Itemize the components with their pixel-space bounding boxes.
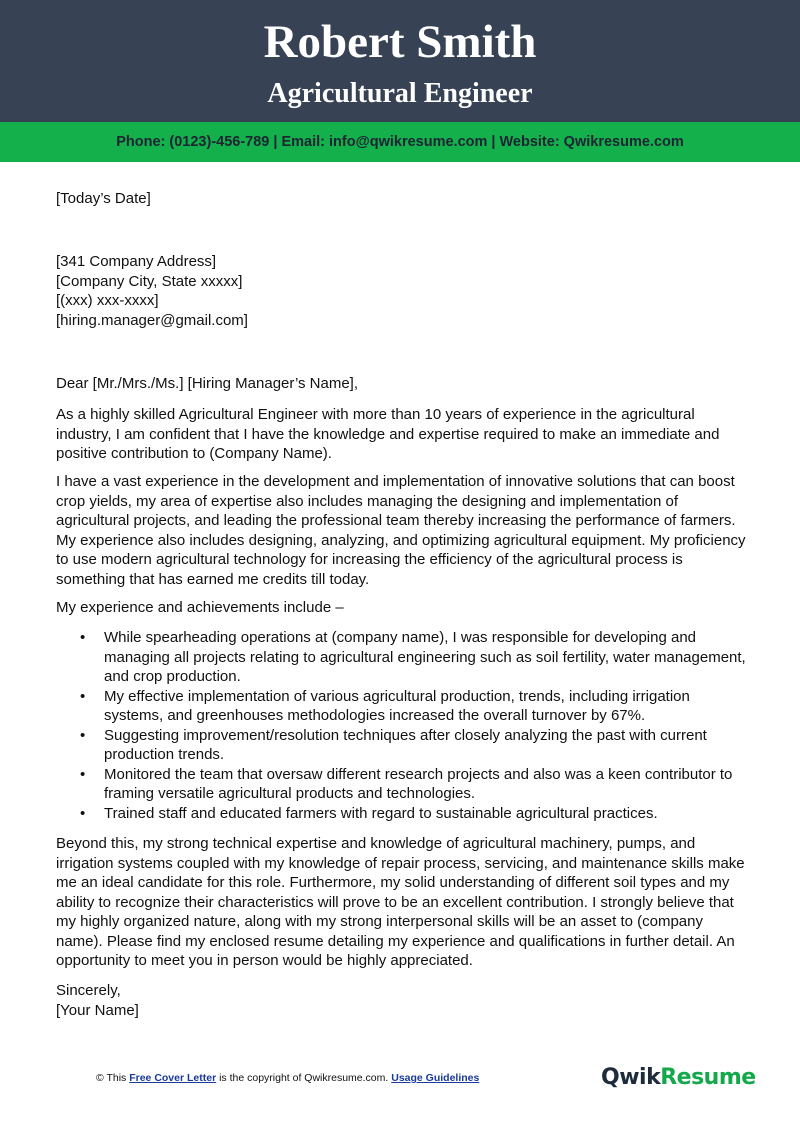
list-item: • Monitored the team that oversaw different research projects and also was a keen contributor to framing versatile agricultural products and technologies.	[56, 765, 746, 804]
achievements-list	[56, 628, 746, 823]
closing-word: Sincerely,	[56, 982, 121, 999]
address-line: [(xxx) xxx-xxxx]	[56, 292, 159, 309]
list-item: • Suggesting improvement/resolution techniques after closely analyzing the past with current production trends.	[56, 726, 746, 765]
job-title: Agricultural Engineer	[267, 78, 533, 109]
salutation: Dear [Mr./Mrs./Ms.] [Hiring Manager’s Name],	[56, 375, 359, 392]
footer-middle: is the copyright of Qwikresume.com.	[216, 1072, 392, 1084]
address-line: [Company City, State xxxxx]	[56, 272, 243, 290]
list-item: • Trained staff and educated farmers with regard to sustainable agricultural practices.	[56, 804, 746, 824]
logo-part-resume: Resume	[660, 1065, 756, 1090]
footer-prefix: © This	[96, 1072, 130, 1084]
letter-date: [Today’s Date]	[56, 190, 151, 207]
address-line: [hiring.manager@gmail.com]	[56, 311, 248, 329]
free-cover-letter-link[interactable]: Free Cover Letter	[129, 1072, 217, 1084]
paragraph-experience: I have a vast experience in the development and implementation of innovative solutions that can boost crop yields, my area of expertise also includes managing the designing and implementation of agricultural projects, and leading the professional team thereby increasing the performance of farmers. My experience also includes designing, analyzing, and optimizing agricultural equipment. My proficiency to use modern agricultural technology for increasing the efficiency of the agricultural process is something that has earned me credits till today.	[56, 473, 746, 588]
paragraph-intro: As a highly skilled Agricultural Engineer with more than 10 years of experience in the agricultural industry, I am confident that I have the knowledge and expertise required to make an immediate and positive contribution to (Company Name).	[56, 406, 720, 462]
candidate-name: Robert Smith	[263, 16, 537, 68]
recipient-address	[56, 252, 746, 330]
address-line: [341 Company Address]	[56, 253, 217, 270]
achievements-heading: My experience and achievements include –	[56, 599, 344, 616]
qwikresume-logo	[601, 1064, 756, 1092]
list-item: • While spearheading operations at (company name), I was responsible for developing and managing all projects relating to agricultural engineering such as soil fertility, water management, and crop production.	[56, 628, 746, 687]
list-item: • My effective implementation of various agricultural production, trends, including irrigation systems, and greenhouses methodologies increased the overall turnover by 67%.	[56, 687, 746, 726]
sign-off	[56, 981, 746, 1020]
signature-name: [Your Name]	[56, 1001, 139, 1019]
copyright-footer	[96, 1071, 479, 1085]
contact-bar: Phone: (0123)-456-789 | Email: info@qwikresume.com | Website: Qwikresume.com	[0, 122, 800, 162]
header-banner	[0, 0, 800, 122]
logo-part-qwik: Qwik	[601, 1065, 661, 1090]
paragraph-closing: Beyond this, my strong technical expertise and knowledge of agricultural machinery, pumps, and irrigation systems coupled with my knowledge of repair process, servicing, and maintenance skills make me an ideal candidate for this role. Furthermore, my solid understanding of different soil types and my ability to recognize their characteristics will prove to be an excellent contribution. I strongly believe that my highly organized nature, along with my strong interpersonal skills will be an asset to (company name). Please find my enclosed resume detailing my experience and qualifications in further detail. An opportunity to meet you in person would be highly appreciated.	[56, 835, 745, 969]
usage-guidelines-link[interactable]: Usage Guidelines	[391, 1072, 480, 1084]
